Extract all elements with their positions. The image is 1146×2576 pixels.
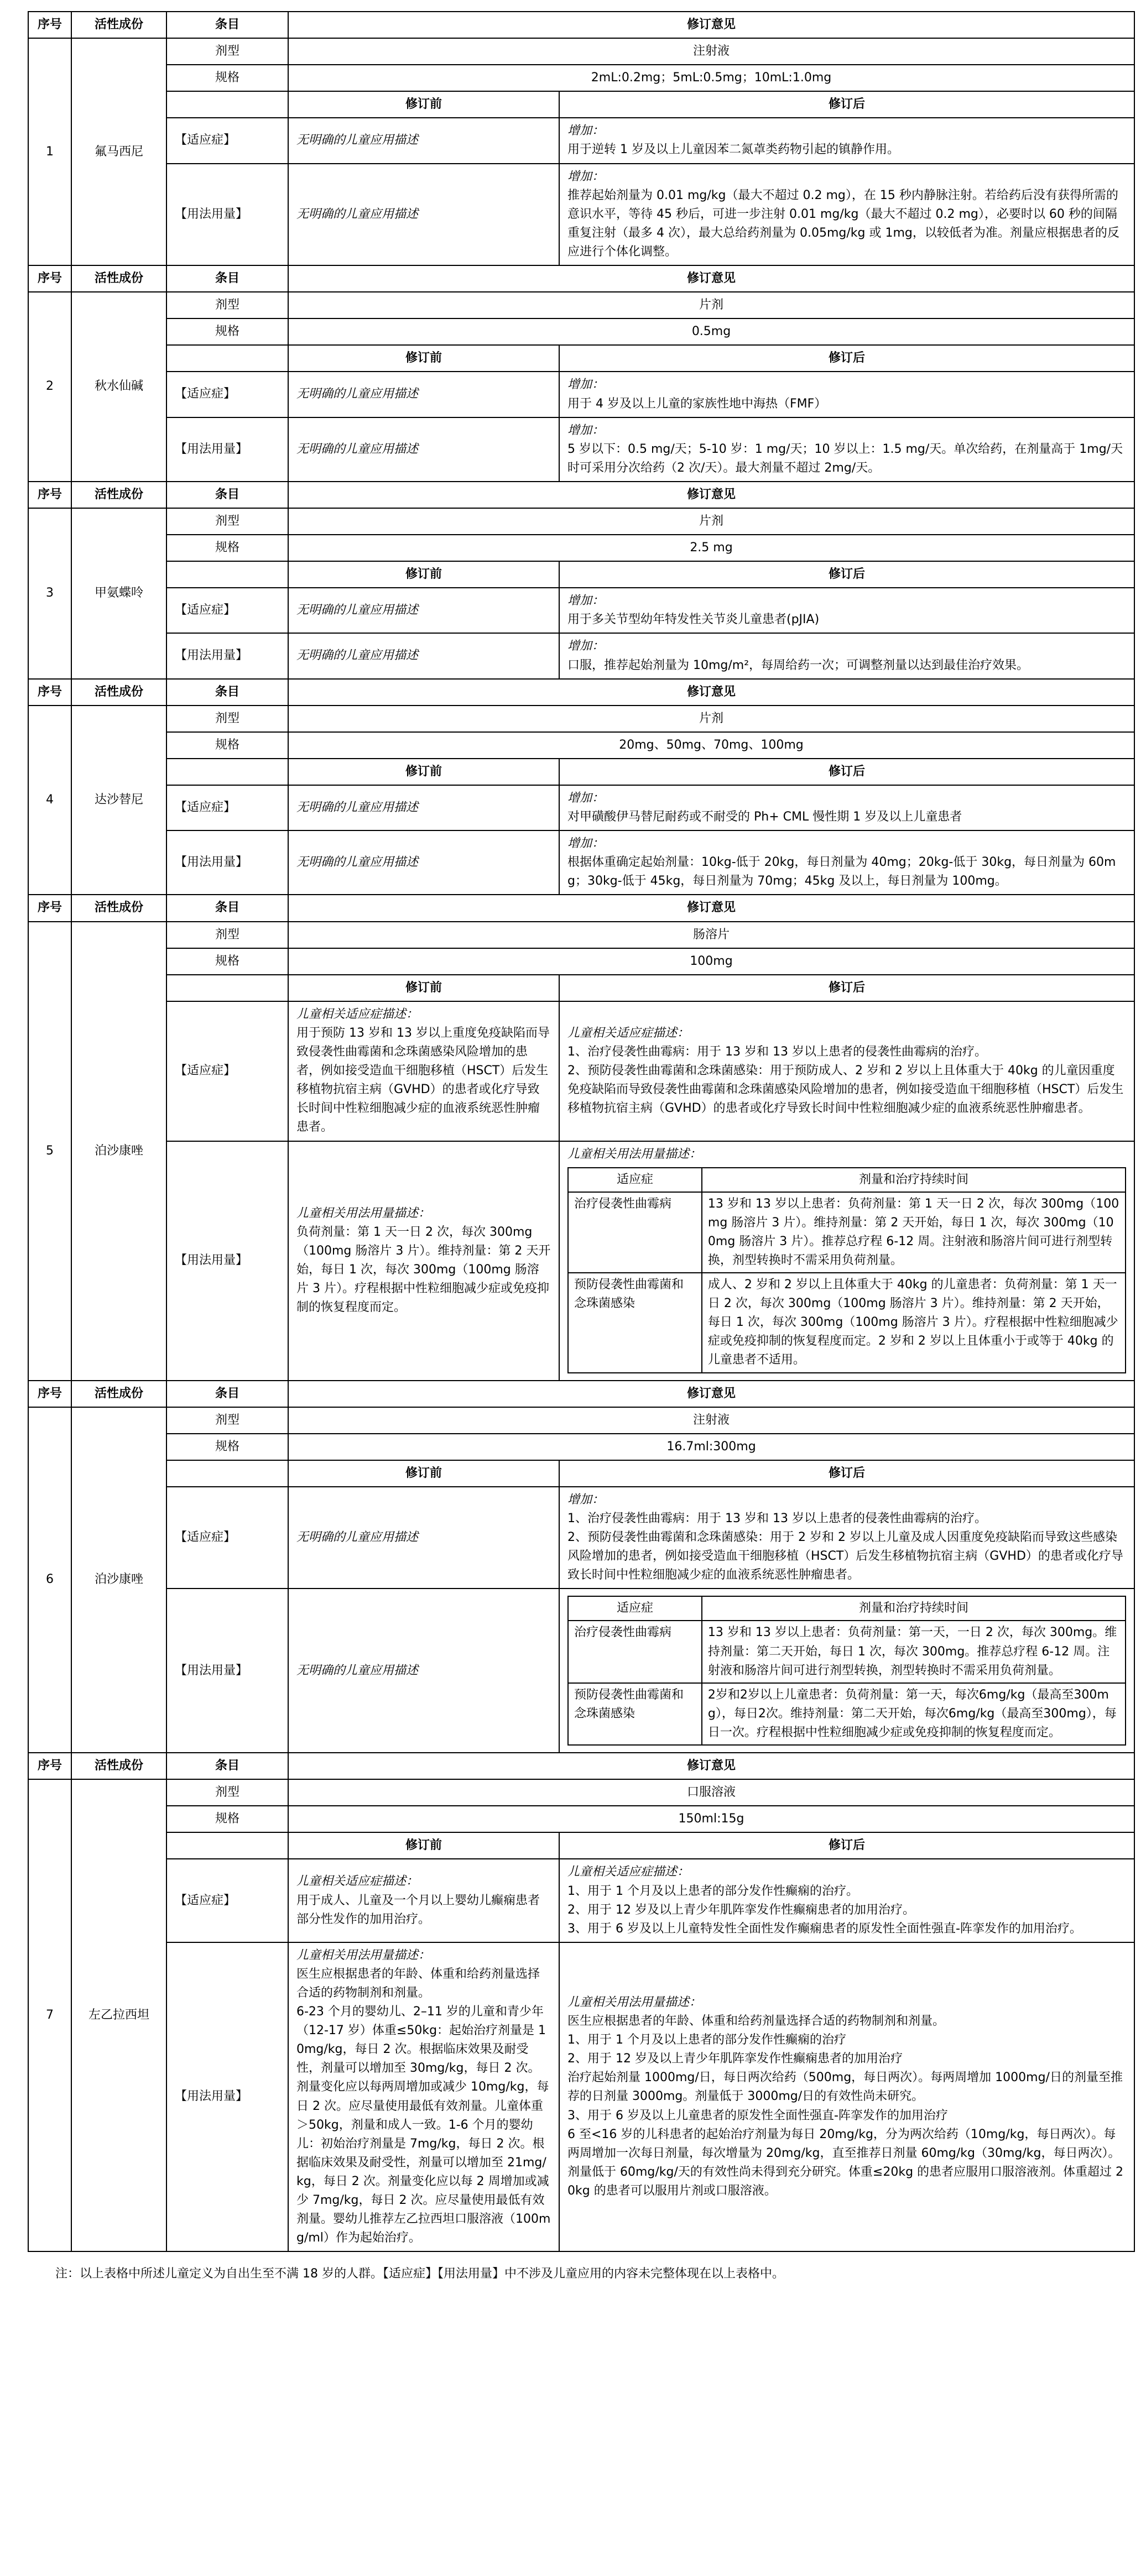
spec-value: 0.5mg	[288, 318, 1134, 345]
dosage-after	[559, 1589, 1134, 1753]
text-line: 增加：	[567, 594, 605, 608]
blank	[166, 91, 288, 118]
dosage-after	[559, 1141, 1134, 1381]
table-row	[28, 1487, 1134, 1589]
text-line: 6 至<16 岁的儿科患者的起始治疗剂量为每日 20mg/kg，分为两次给药（10mg/kg，每日两次）。每两周增加一次每日剂量，每次增量为 20mg/kg，直至推荐日剂量 60mg/kg（30mg/kg，每日两次）。剂量低于 60mg/kg/天的有效性尚未得到充分研究。体重≤20kg 的患者应服用口服溶液剂。体重超过 20kg 的患者可以服用片剂或口服溶液。	[567, 2127, 1124, 2198]
table-row	[28, 318, 1134, 345]
indication-after	[559, 372, 1134, 417]
text-line: 对甲磺酸伊马替尼耐药或不耐受的 Ph+ CML 慢性期 1 岁及以上儿童患者	[567, 810, 962, 824]
label-spec: 规格	[166, 732, 288, 759]
table-row	[28, 679, 1134, 706]
spec-value: 2.5 mg	[288, 535, 1134, 561]
col-after: 修订后	[559, 91, 1134, 118]
subtable-row	[568, 1192, 1126, 1273]
indication-after	[559, 118, 1134, 163]
text-line: 1、用于 1 个月及以上患者的部分发作性癫痫的治疗。	[567, 1884, 858, 1898]
header-seq: 序号	[28, 1381, 71, 1407]
text-line: 儿童相关用法用量描述：	[296, 1206, 431, 1220]
label-indication: 【适应症】	[166, 1859, 288, 1942]
text-line: 增加：	[567, 378, 605, 392]
subtable-cell: 成人、2 岁和 2 岁以上且体重大于 40kg 的儿童患者：负荷剂量：第 1 天一日 2 次，每次 300mg（100mg 肠溶片 3 片）。维持剂量：第 2 天开始，每日 1 次，每次 300mg（100mg 肠溶片 3 片）。疗程根据中性粒细胞减少症或免疫抑制的恢复程度而定。2 岁和 2 岁以上且体重小于或等于 40kg 的儿童患者不适用。	[702, 1273, 1126, 1372]
subtable-cell: 预防侵袭性曲霉菌和念珠菌感染	[568, 1273, 702, 1372]
label-spec: 规格	[166, 65, 288, 91]
form-value: 口服溶液	[288, 1779, 1134, 1806]
header-opinion: 修订意见	[288, 12, 1134, 38]
table-row	[28, 91, 1134, 118]
label-dosage: 【用法用量】	[166, 164, 288, 265]
table-row	[28, 1001, 1134, 1141]
table-row	[28, 975, 1134, 1001]
label-dosage: 【用法用量】	[166, 830, 288, 895]
col-before: 修订前	[288, 345, 559, 372]
subtable-header	[568, 1168, 1126, 1192]
dosage-subtable	[567, 1596, 1126, 1746]
ingredient-name: 氟马西尼	[71, 38, 166, 265]
label-dosage: 【用法用量】	[166, 417, 288, 482]
text-line: 增加：	[567, 1492, 605, 1507]
ingredient-name: 秋水仙碱	[71, 292, 166, 482]
table-row	[28, 1806, 1134, 1832]
subtable-header-cell: 适应症	[568, 1596, 702, 1621]
form-value: 片剂	[288, 706, 1134, 732]
blank	[166, 759, 288, 785]
indication-before	[288, 1859, 559, 1942]
row-number: 4	[28, 706, 71, 895]
dosage-before: 无明确的儿童应用描述	[288, 633, 559, 678]
blank	[166, 1460, 288, 1487]
text-line: 2、预防侵袭性曲霉菌和念珠菌感染：用于预防成人、2 岁和 2 岁以上且体重大于 40kg 的儿童因重度免疫缺陷而导致侵袭性曲霉菌和念珠菌感染风险增加的患者，例如接受造血干细胞移植（HSCT）后发生移植物抗宿主病（GVHD）的患者或化疗导致长时间中性粒细胞减少症的血液系统恶性肿瘤患者。	[567, 1064, 1124, 1116]
table-row	[28, 292, 1134, 318]
blank	[166, 975, 288, 1001]
label-dosage: 【用法用量】	[166, 1141, 288, 1381]
label-form: 剂型	[166, 706, 288, 732]
indication-before: 无明确的儿童应用描述	[288, 372, 559, 417]
header-item: 条目	[166, 482, 288, 508]
table-row	[28, 1407, 1134, 1434]
header-opinion: 修订意见	[288, 1381, 1134, 1407]
header-seq: 序号	[28, 895, 71, 921]
header-ingredient: 活性成份	[71, 1753, 166, 1779]
header-seq: 序号	[28, 265, 71, 292]
label-form: 剂型	[166, 1779, 288, 1806]
text-line: 1、治疗侵袭性曲霉病：用于 13 岁和 13 岁以上患者的侵袭性曲霉病的治疗。	[567, 1512, 987, 1525]
dosage-before	[288, 1141, 559, 1381]
ingredient-name: 泊沙康唑	[71, 922, 166, 1381]
header-item: 条目	[166, 679, 288, 706]
dosage-before: 无明确的儿童应用描述	[288, 1589, 559, 1753]
header-item: 条目	[166, 895, 288, 921]
header-seq: 序号	[28, 482, 71, 508]
text-line: 3、用于 6 岁及以上儿童患者的原发性全面性强直-阵挛发作的加用治疗	[567, 2108, 948, 2123]
subtable-cell: 2岁和2岁以上儿童患者：负荷剂量：第一天，每次6mg/kg（最高至300mg），每日2次。维持剂量：第二天开始，每次6mg/kg（最高至300mg），每日一次。疗程根据中性粒细胞减少症或免疫抑制的恢复程度而定。	[702, 1683, 1126, 1745]
subtable-header-cell: 适应症	[568, 1168, 702, 1192]
label-form: 剂型	[166, 38, 288, 65]
text-line: 儿童相关适应症描述：	[296, 1874, 419, 1889]
label-indication: 【适应症】	[166, 1001, 288, 1141]
text-line: 儿童相关适应症描述：	[567, 1865, 690, 1879]
text-line: 儿童相关适应症描述：	[296, 1007, 419, 1021]
header-ingredient: 活性成份	[71, 895, 166, 921]
table-row	[28, 895, 1134, 921]
form-value: 肠溶片	[288, 922, 1134, 948]
row-number: 6	[28, 1407, 71, 1753]
form-value: 片剂	[288, 508, 1134, 535]
subtable-row	[568, 1683, 1126, 1745]
text-line: 负荷剂量：第 1 天一日 2 次，每次 300mg（100mg 肠溶片 3 片）。维持剂量：第 2 天开始，每日 1 次，每次 300mg（100mg 肠溶片 3 片）。疗程根据中性粒细胞减少症或免疫抑制的恢复程度而定。	[296, 1225, 551, 1315]
label-indication: 【适应症】	[166, 785, 288, 830]
form-value: 注射液	[288, 1407, 1134, 1434]
col-after: 修订后	[559, 975, 1134, 1001]
text-line: 增加：	[567, 124, 605, 138]
table-row	[28, 265, 1134, 292]
subtable-cell: 13 岁和 13 岁以上患者：负荷剂量：第一天，一日 2 次，每次 300mg。维持剂量：第二天开始，每日 1 次，每次 300mg。推荐总疗程 6-12 周。注射液和肠溶片间可进行剂型转换，剂型转换时不需采用负荷剂量。	[702, 1621, 1126, 1683]
dosage-before: 无明确的儿童应用描述	[288, 417, 559, 482]
text-line: 1、用于 1 个月及以上患者的部分发作性癫痫的治疗	[567, 2033, 846, 2047]
label-indication: 【适应症】	[166, 372, 288, 417]
header-seq: 序号	[28, 1753, 71, 1779]
label-form: 剂型	[166, 1407, 288, 1434]
table-row	[28, 65, 1134, 91]
table-row	[28, 345, 1134, 372]
table-row	[28, 1753, 1134, 1779]
table-row	[28, 948, 1134, 975]
blank	[166, 1832, 288, 1859]
blank	[166, 345, 288, 372]
text-line: 医生应根据患者的年龄、体重和给药剂量选择合适的药物制剂和剂量。	[296, 1967, 540, 2000]
label-form: 剂型	[166, 508, 288, 535]
header-item: 条目	[166, 1753, 288, 1779]
subtable-header	[568, 1596, 1126, 1621]
text-line: 儿童相关用法用量描述：	[567, 1147, 702, 1161]
indication-after	[559, 1859, 1134, 1942]
text-line: 用于成人、儿童及一个月以上婴幼儿癫痫患者部分性发作的加用治疗。	[296, 1893, 540, 1926]
table-row	[28, 535, 1134, 561]
text-line: 2、用于 12 岁及以上青少年肌阵挛发作性癫痫患者的加用治疗	[567, 2052, 903, 2066]
row-number: 3	[28, 508, 71, 679]
col-before: 修订前	[288, 1832, 559, 1859]
dosage-after	[559, 633, 1134, 678]
subtable-cell: 13 岁和 13 岁以上患者：负荷剂量：第 1 天一日 2 次，每次 300mg（100mg 肠溶片 3 片）。维持剂量：第 2 天开始，每日 1 次，每次 300mg（100mg 肠溶片 3 片）。推荐总疗程 6-12 周。注射液和肠溶片间可进行剂型转换，剂型转换时不需采用负荷剂量。	[702, 1192, 1126, 1273]
label-spec: 规格	[166, 318, 288, 345]
table-row	[28, 1779, 1134, 1806]
footnote: 注：以上表格中所述儿童定义为自出生至不满 18 岁的人群。【适应症】【用法用量】中不涉及儿童应用的内容未完整体现在以上表格中。	[55, 2267, 784, 2281]
dosage-before: 无明确的儿童应用描述	[288, 830, 559, 895]
dosage-after	[559, 417, 1134, 482]
header-ingredient: 活性成份	[71, 265, 166, 292]
row-number: 7	[28, 1779, 71, 2251]
form-value: 注射液	[288, 38, 1134, 65]
label-dosage: 【用法用量】	[166, 1589, 288, 1753]
spec-value: 100mg	[288, 948, 1134, 975]
col-before: 修订前	[288, 759, 559, 785]
label-spec: 规格	[166, 1434, 288, 1460]
ingredient-name: 甲氨蝶呤	[71, 508, 166, 679]
table-row	[28, 732, 1134, 759]
text-line: 治疗起始剂量 1000mg/日，每日两次给药（500mg，每日两次）。每两周增加 1000mg/日的剂量至推荐的日剂量 3000mg。剂量低于 3000mg/日的有效性尚未研究。	[567, 2071, 1123, 2104]
indication-after	[559, 588, 1134, 633]
spec-value: 2mL:0.2mg；5mL:0.5mg；10mL:1.0mg	[288, 65, 1134, 91]
label-indication: 【适应症】	[166, 118, 288, 163]
revision-table	[28, 11, 1135, 2252]
col-before: 修订前	[288, 91, 559, 118]
col-after: 修订后	[559, 345, 1134, 372]
text-line: 儿童相关用法用量描述：	[296, 1948, 431, 1962]
dosage-after	[559, 1942, 1134, 2252]
header-item: 条目	[166, 1381, 288, 1407]
blank	[166, 561, 288, 588]
col-before: 修订前	[288, 1460, 559, 1487]
header-seq: 序号	[28, 679, 71, 706]
subtable-row	[568, 1273, 1126, 1372]
table-row	[28, 759, 1134, 785]
subtable-header-cell: 剂量和治疗持续时间	[702, 1168, 1126, 1192]
indication-before	[288, 1001, 559, 1141]
table-row	[28, 1859, 1134, 1942]
text-line: 用于逆转 1 岁及以上儿童因苯二氮䓬类药物引起的镇静作用。	[567, 143, 899, 157]
ingredient-name: 达沙替尼	[71, 706, 166, 895]
dosage-subtable	[567, 1167, 1126, 1373]
dosage-after	[559, 830, 1134, 895]
text-line: 增加：	[567, 639, 605, 654]
indication-before: 无明确的儿童应用描述	[288, 785, 559, 830]
table-row	[28, 1832, 1134, 1859]
text-line: 6-23 个月的婴幼儿、2–11 岁的儿童和青少年（12-17 岁）体重≤50kg：起始治疗剂量是 10mg/kg，每日 2 次。根据临床效果及耐受性，剂量可以增加至 30mg/kg，每日 2 次。剂量变化应以每两周增加或减少 10mg/kg，每日 2 次。应尽量使用最低有效剂量。儿童体重＞50kg，剂量和成人一致。1-6 个月的婴幼儿：初始治疗剂量是 7mg/kg，每日 2 次。根据临床效果及耐受性，剂量可以增加至 21mg/kg，每日 2 次。剂量变化应以每 2 周增加或减少 7mg/kg，每日 2 次。应尽量使用最低有效剂量。婴幼儿推荐左乙拉西坦口服溶液（100mg/ml）作为起始治疗。	[296, 2005, 551, 2245]
indication-after	[559, 1487, 1134, 1589]
text-line: 1、治疗侵袭性曲霉病：用于 13 岁和 13 岁以上患者的侵袭性曲霉病的治疗。	[567, 1045, 987, 1059]
table-row	[28, 1434, 1134, 1460]
label-form: 剂型	[166, 292, 288, 318]
table-row	[28, 633, 1134, 678]
dosage-after	[559, 164, 1134, 265]
label-dosage: 【用法用量】	[166, 1942, 288, 2252]
col-after: 修订后	[559, 1832, 1134, 1859]
indication-after	[559, 785, 1134, 830]
header-opinion: 修订意见	[288, 895, 1134, 921]
header-ingredient: 活性成份	[71, 12, 166, 38]
table-row	[28, 372, 1134, 417]
text-line: 根据体重确定起始剂量：10kg-低于 20kg，每日剂量为 40mg；20kg-低于 30kg，每日剂量为 60mg；30kg-低于 45kg，每日剂量为 70mg；45kg 及以上，每日剂量为 100mg。	[567, 855, 1116, 889]
col-after: 修订后	[559, 1460, 1134, 1487]
table-row	[28, 1589, 1134, 1753]
table-row	[28, 785, 1134, 830]
header-seq: 序号	[28, 12, 71, 38]
table-row	[28, 12, 1134, 38]
header-opinion: 修订意见	[288, 482, 1134, 508]
text-line: 增加：	[567, 423, 605, 437]
spec-value: 150ml:15g	[288, 1806, 1134, 1832]
table-row	[28, 830, 1134, 895]
label-spec: 规格	[166, 948, 288, 975]
table-row	[28, 508, 1134, 535]
text-line: 医生应根据患者的年龄、体重和给药剂量选择合适的药物制剂和剂量。	[567, 2014, 945, 2029]
ingredient-name: 泊沙康唑	[71, 1407, 166, 1753]
indication-after	[559, 1001, 1134, 1141]
dosage-before: 无明确的儿童应用描述	[288, 164, 559, 265]
text-line: 儿童相关适应症描述：	[567, 1026, 690, 1040]
text-line: 用于预防 13 岁和 13 岁以上重度免疫缺陷而导致侵袭性曲霉菌和念珠菌感染风险增加的患者，例如接受造血干细胞移植（HSCT）后发生移植物抗宿主病（GVHD）的患者或化疗导致长时间中性粒细胞减少症的血液系统恶性肿瘤患者。	[296, 1026, 550, 1135]
table-row	[28, 588, 1134, 633]
table-row	[28, 561, 1134, 588]
indication-before: 无明确的儿童应用描述	[288, 118, 559, 163]
spec-value: 16.7ml:300mg	[288, 1434, 1134, 1460]
row-number: 1	[28, 38, 71, 265]
ingredient-name: 左乙拉西坦	[71, 1779, 166, 2251]
spec-value: 20mg、50mg、70mg、100mg	[288, 732, 1134, 759]
table-row	[28, 482, 1134, 508]
subtable-cell: 治疗侵袭性曲霉病	[568, 1621, 702, 1683]
row-number: 2	[28, 292, 71, 482]
header-opinion: 修订意见	[288, 1753, 1134, 1779]
header-ingredient: 活性成份	[71, 679, 166, 706]
text-line: 用于多关节型幼年特发性关节炎儿童患者(pJIA)	[567, 613, 820, 627]
text-line: 增加：	[567, 837, 605, 851]
label-indication: 【适应症】	[166, 1487, 288, 1589]
table-row	[28, 1141, 1134, 1381]
label-spec: 规格	[166, 535, 288, 561]
header-ingredient: 活性成份	[71, 1381, 166, 1407]
label-form: 剂型	[166, 922, 288, 948]
subtable-header-cell: 剂量和治疗持续时间	[702, 1596, 1126, 1621]
table-row	[28, 1942, 1134, 2252]
label-dosage: 【用法用量】	[166, 633, 288, 678]
header-item: 条目	[166, 12, 288, 38]
subtable-row	[568, 1621, 1126, 1683]
indication-before: 无明确的儿童应用描述	[288, 1487, 559, 1589]
header-item: 条目	[166, 265, 288, 292]
subtable-cell: 预防侵袭性曲霉菌和念珠菌感染	[568, 1683, 702, 1745]
text-line: 增加：	[567, 791, 605, 805]
table-row	[28, 118, 1134, 163]
label-spec: 规格	[166, 1806, 288, 1832]
subtable-cell: 治疗侵袭性曲霉病	[568, 1192, 702, 1273]
text-line: 推荐起始剂量为 0.01 mg/kg（最大不超过 0.2 mg），在 15 秒内静脉注射。若给药后没有获得所需的意识水平，等待 45 秒后，可进一步注射 0.01 mg/kg（最大不超过 0.2 mg），必要时以 60 秒的间隔重复注射（最多 4 次），最大总给药剂量为 0.05mg/kg 或 1mg，以较低者为准。剂量应根据患者的反应进行个体化调整。	[567, 188, 1119, 259]
table-row	[28, 706, 1134, 732]
col-before: 修订前	[288, 561, 559, 588]
table-row	[28, 38, 1134, 65]
text-line: 增加：	[567, 169, 605, 184]
col-before: 修订前	[288, 975, 559, 1001]
label-indication: 【适应症】	[166, 588, 288, 633]
text-line: 5 岁以下：0.5 mg/天；5-10 岁：1 mg/天；10 岁以上：1.5 mg/天。单次给药，在剂量高于 1mg/天时可采用分次给药（2 次/天）。最大剂量不超过 2mg/天。	[567, 442, 1123, 475]
text-line: 口服，推荐起始剂量为 10mg/m²，每周给药一次；可调整剂量以达到最佳治疗效果。	[567, 658, 1029, 672]
text-line: 2、用于 12 岁及以上青少年肌阵挛发作性癫痫患者的加用治疗。	[567, 1903, 915, 1917]
header-opinion: 修订意见	[288, 679, 1134, 706]
table-row	[28, 1460, 1134, 1487]
table-row	[28, 164, 1134, 265]
indication-before: 无明确的儿童应用描述	[288, 588, 559, 633]
text-line: 儿童相关用法用量描述：	[567, 1995, 702, 2010]
header-ingredient: 活性成份	[71, 482, 166, 508]
row-number: 5	[28, 922, 71, 1381]
dosage-before	[288, 1942, 559, 2252]
table-row	[28, 1381, 1134, 1407]
text-line: 3、用于 6 岁及以上儿童特发性全面性发作癫痫患者的原发性全面性强直-阵挛发作的加用治疗。	[567, 1921, 1082, 1936]
header-opinion: 修订意见	[288, 265, 1134, 292]
col-after: 修订后	[559, 561, 1134, 588]
col-after: 修订后	[559, 759, 1134, 785]
text-line: 2、预防侵袭性曲霉菌和念珠菌感染：用于 2 岁和 2 岁以上儿童及成人因重度免疫缺陷而导致这些感染风险增加的患者，例如接受造血干细胞移植（HSCT）后发生移植物抗宿主病（GVHD）的患者或化疗导致长时间中性粒细胞减少症的血液系统恶性肿瘤患者。	[567, 1530, 1123, 1582]
table-row	[28, 922, 1134, 948]
form-value: 片剂	[288, 292, 1134, 318]
table-row	[28, 417, 1134, 482]
text-line: 用于 4 岁及以上儿童的家族性地中海热（FMF）	[567, 396, 827, 411]
